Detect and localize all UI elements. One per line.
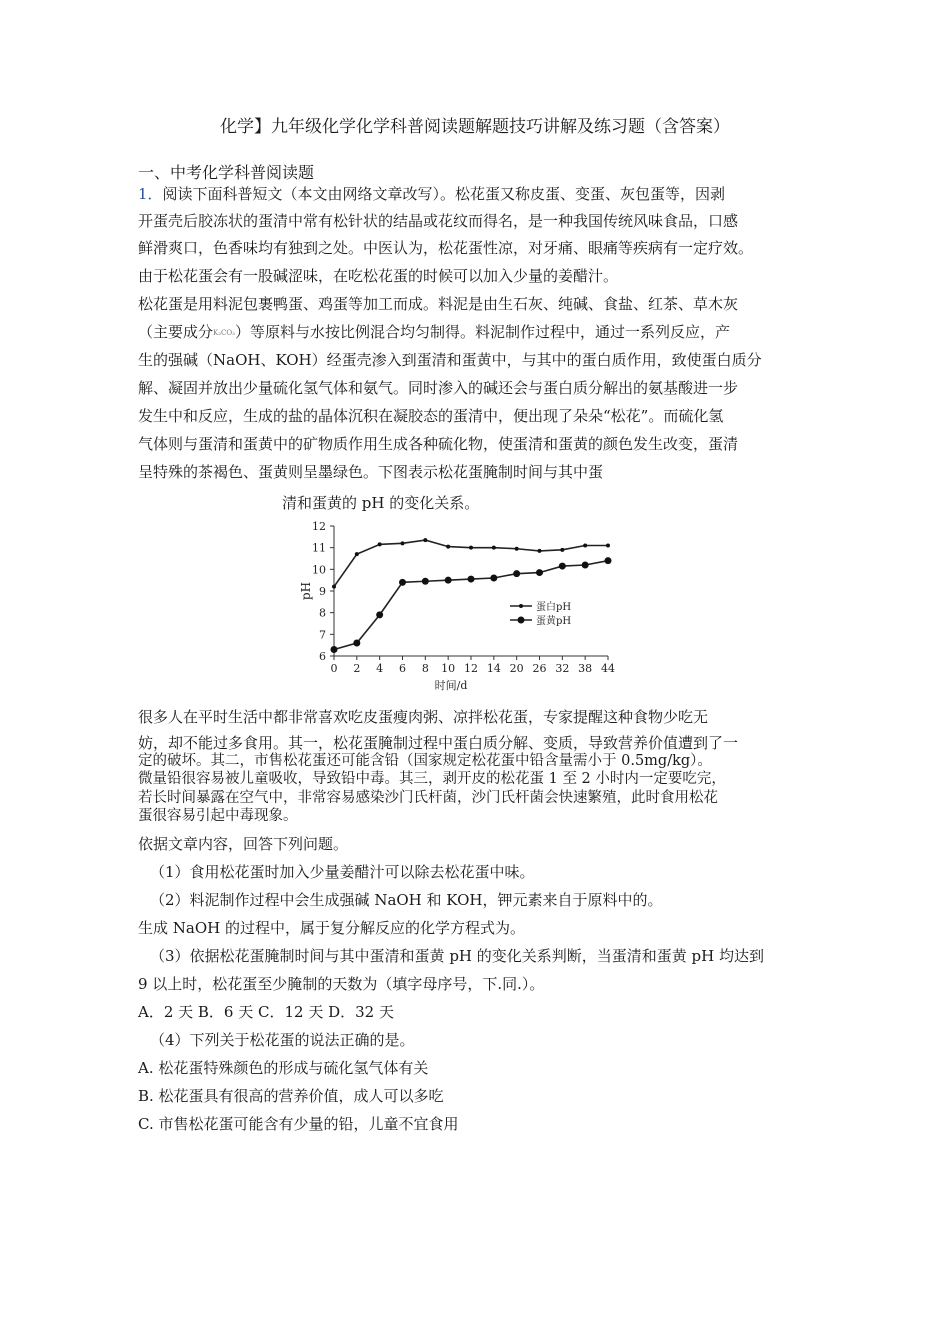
data-point [446,545,450,549]
paragraph-line: 微量铅很容易被儿童吸收，导致铅中毒。其三，剥开皮的松花蛋 1 至 2 小时内一定要吃完， [138,771,726,787]
x-tick-label: 38 [578,662,593,675]
paragraph-line: 定的破坏。其二，市售松花蛋还可能含铅（国家规定松花蛋中铅含量需小于 0.5mg/kg）。 [138,753,712,769]
x-tick-label: 14 [486,662,501,675]
question-3-options: A．2 天 B．6 天 C．12 天 D．32 天 [138,1003,394,1021]
data-point [560,548,564,552]
option-a: A. 松花蛋特殊颜色的形成与硫化氢气体有关 [138,1059,429,1077]
data-point [490,575,497,582]
question-2: （2）料泥制作过程中会生成强碱 NaOH 和 KOH，钾元素来自于原料中的。 [150,891,663,909]
data-point [605,557,612,564]
paragraph-line: 很多人在平时生活中都非常喜欢吃皮蛋瘦肉粥、凉拌松花蛋，专家提醒这种食物少吃无 [138,708,709,726]
instruction-line: 依据文章内容，回答下列问题。 [138,835,349,853]
y-tick-label: 9 [319,585,326,598]
paragraph-line: 生的强碱（NaOH、KOH）经蛋壳渗入到蛋清和蛋黄中，与其中的蛋白质作用，致使蛋白质分 [138,351,762,369]
paragraph-line: 发生中和反应，生成的盐的晶体沉积在凝胶态的蛋清中，便出现了朵朵“松花”。而硫化氢 [138,407,724,425]
legend-label: 蛋黄pH [536,616,572,627]
data-point [469,546,473,550]
chart-caption: 清和蛋黄的 pH 的变化关系。 [282,494,480,512]
data-point [399,579,406,586]
paragraph-line: 若长时间暴露在空气中，非常容易感染沙门氏杆菌，沙门氏杆菌会快速繁殖，此时食用松花 [138,790,718,806]
x-tick-label: 2 [353,662,361,675]
paragraph-line: 解、凝固并放出少量硫化氢气体和氨气。同时渗入的碱还会与蛋白质分解出的氨基酸进一步 [138,379,739,397]
data-point [583,544,587,548]
legend-label: 蛋白pH [536,602,572,613]
data-point [606,544,610,548]
data-point [515,547,519,551]
data-point [559,563,566,570]
question-number: 1． [138,185,163,203]
data-point [353,640,360,647]
data-point [378,542,382,546]
y-tick-label: 10 [312,563,326,577]
data-point [445,577,452,584]
x-axis-label: 时间/d [434,679,468,692]
paragraph-line: 1．阅读下面科普短文（本文由网络文章改写）。松花蛋又称皮蛋、变蛋、灰包蛋等，因剥 [138,185,726,203]
data-point [513,570,520,577]
data-point [401,541,405,545]
paragraph-line: 由于松花蛋会有一股碱涩味，在吃松花蛋的时候可以加入少量的姜醋汁。 [138,267,619,285]
data-point [582,562,589,569]
option-c: C. 市售松花蛋可能含有少量的铅，儿童不宜食用 [138,1115,459,1133]
paragraph-line: 蛋很容易引起中毒现象。 [138,808,298,824]
x-tick-label: 20 [509,662,524,675]
y-tick-label: 11 [312,541,326,555]
data-point [331,646,338,653]
y-tick-label: 6 [319,650,326,663]
legend-marker [518,617,525,624]
y-tick-label: 12 [312,520,326,533]
ph-chart [288,516,628,706]
x-tick-label: 4 [376,662,384,675]
y-tick-label: 7 [319,628,326,642]
question-2-cont: 生成 NaOH 的过程中，属于复分解反应的化学方程式为。 [138,919,525,937]
y-tick-label: 8 [319,606,326,620]
formula-image: K₂CO₃ [213,329,235,337]
paragraph-line: 妨，却不能过多食用。其一，松花蛋腌制过程中蛋白质分解、变质，导致营养价值遭到了一 [138,734,739,752]
section-heading: 一、中考化学科普阅读题 [138,163,315,182]
paragraph-line: 气体则与蛋清和蛋黄中的矿物质作用生成各种硫化物，使蛋清和蛋黄的颜色发生改变，蛋清 [138,435,739,453]
paragraph-line: 鲜滑爽口，色香味均有独到之处。中医认为，松花蛋性凉，对牙痛、眼痛等疾病有一定疗效。 [138,239,754,257]
question-3-cont: 9 以上时，松花蛋至少腌制的天数为（填字母序号，下.同.）。 [138,975,545,993]
y-axis-label: pH [299,581,313,601]
paragraph-line: 呈特殊的茶褐色、蛋黄则呈墨绿色。下图表示松花蛋腌制时间与其中蛋 [138,463,604,481]
data-point [538,549,542,553]
data-point [376,611,383,618]
paragraph-line: （主要成分K₂CO₃）等原料与水按比例混合均匀制得。料泥制作过程中，通过一系列反应，产 [138,323,730,341]
page-title: 化学】九年级化学化学科普阅读题解题技巧讲解及练习题（含答案） [220,117,730,137]
data-point [332,585,336,589]
x-tick-label: 0 [330,662,338,675]
data-point [536,569,543,576]
paragraph-line: 开蛋壳后胶冻状的蛋清中常有松针状的结晶或花纹而得名，是一种我国传统风味食品，口感 [138,212,739,230]
data-point [492,546,496,550]
legend-marker [519,604,523,608]
question-4: （4）下列关于松花蛋的说法正确的是。 [150,1031,415,1049]
x-tick-label: 44 [601,662,615,675]
option-b: B. 松花蛋具有很高的营养价值，成人可以多吃 [138,1087,444,1105]
data-point [423,538,427,542]
question-1: （1）食用松花蛋时加入少量姜醋汁可以除去松花蛋中味。 [150,863,535,881]
paragraph-line: 松花蛋是用料泥包裹鸭蛋、鸡蛋等加工而成。料泥是由生石灰、纯碱、食盐、红茶、草木灰 [138,295,739,313]
x-tick-label: 32 [555,662,570,675]
x-tick-label: 8 [421,662,429,675]
x-tick-label: 12 [464,662,478,675]
data-point [355,552,359,556]
data-point [422,578,429,585]
x-tick-label: 10 [441,662,456,675]
x-tick-label: 26 [532,662,547,675]
data-point [468,576,475,583]
question-3: （3）依据松花蛋腌制时间与其中蛋清和蛋黄 pH 的变化关系判断，当蛋清和蛋黄 pH 均达到 [150,947,764,965]
x-tick-label: 6 [399,662,406,675]
